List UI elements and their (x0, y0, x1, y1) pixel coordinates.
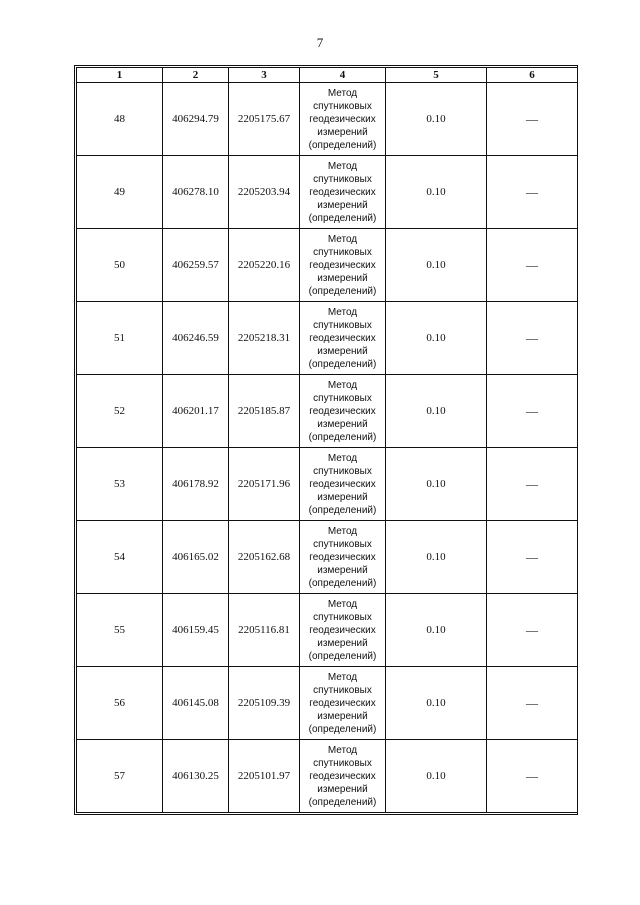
point-number-cell: 51 (77, 302, 163, 375)
x-coordinate-cell: 406259.57 (163, 229, 229, 302)
y-coordinate-cell: 2205185.87 (229, 375, 300, 448)
table-body (77, 83, 578, 813)
column-header-4: 4 (300, 68, 386, 83)
accuracy-cell: 0.10 (386, 594, 487, 667)
table-row (77, 521, 578, 594)
accuracy-cell: 0.10 (386, 156, 487, 229)
y-coordinate-cell: 2205109.39 (229, 667, 300, 740)
point-number-cell: 56 (77, 667, 163, 740)
y-coordinate-cell: 2205218.31 (229, 302, 300, 375)
point-number-cell: 53 (77, 448, 163, 521)
point-number-cell: 55 (77, 594, 163, 667)
method-cell: Метод спутниковых геодезических измерений (определений) (300, 156, 386, 229)
y-coordinate-cell: 2205220.16 (229, 229, 300, 302)
y-coordinate-cell: 2205101.97 (229, 740, 300, 813)
method-cell: Метод спутниковых геодезических измерений (определений) (300, 375, 386, 448)
method-cell: Метод спутниковых геодезических измерений (определений) (300, 448, 386, 521)
x-coordinate-cell: 406145.08 (163, 667, 229, 740)
x-coordinate-cell: 406130.25 (163, 740, 229, 813)
method-cell: Метод спутниковых геодезических измерений (определений) (300, 740, 386, 813)
accuracy-cell: 0.10 (386, 375, 487, 448)
x-coordinate-cell: 406178.92 (163, 448, 229, 521)
note-cell: — (487, 667, 578, 740)
note-cell: — (487, 594, 578, 667)
y-coordinate-cell: 2205175.67 (229, 83, 300, 156)
point-number-cell: 50 (77, 229, 163, 302)
note-cell: — (487, 375, 578, 448)
method-cell: Метод спутниковых геодезических измерений (определений) (300, 521, 386, 594)
column-header-3: 3 (229, 68, 300, 83)
accuracy-cell: 0.10 (386, 302, 487, 375)
y-coordinate-cell: 2205116.81 (229, 594, 300, 667)
page-number: 7 (316, 35, 324, 50)
method-cell: Метод спутниковых геодезических измерений (определений) (300, 229, 386, 302)
method-cell: Метод спутниковых геодезических измерений (определений) (300, 83, 386, 156)
column-header-6: 6 (487, 68, 578, 83)
method-cell: Метод спутниковых геодезических измерений (определений) (300, 302, 386, 375)
note-cell: — (487, 521, 578, 594)
accuracy-cell: 0.10 (386, 667, 487, 740)
point-number-cell: 48 (77, 83, 163, 156)
accuracy-cell: 0.10 (386, 740, 487, 813)
x-coordinate-cell: 406246.59 (163, 302, 229, 375)
note-cell: — (487, 302, 578, 375)
note-cell: — (487, 83, 578, 156)
table-row (77, 667, 578, 740)
table-header-row (77, 68, 578, 83)
table-row (77, 156, 578, 229)
x-coordinate-cell: 406159.45 (163, 594, 229, 667)
y-coordinate-cell: 2205203.94 (229, 156, 300, 229)
point-number-cell: 54 (77, 521, 163, 594)
column-header-2: 2 (163, 68, 229, 83)
column-header-5: 5 (386, 68, 487, 83)
x-coordinate-cell: 406165.02 (163, 521, 229, 594)
accuracy-cell: 0.10 (386, 448, 487, 521)
point-number-cell: 49 (77, 156, 163, 229)
note-cell: — (487, 448, 578, 521)
column-header-1: 1 (77, 68, 163, 83)
table-row (77, 448, 578, 521)
note-cell: — (487, 740, 578, 813)
table-row (77, 594, 578, 667)
coordinates-table (76, 67, 578, 813)
table-row (77, 302, 578, 375)
table-row (77, 740, 578, 813)
accuracy-cell: 0.10 (386, 521, 487, 594)
table-row (77, 375, 578, 448)
table-row (77, 229, 578, 302)
x-coordinate-cell: 406278.10 (163, 156, 229, 229)
accuracy-cell: 0.10 (386, 229, 487, 302)
point-number-cell: 52 (77, 375, 163, 448)
note-cell: — (487, 156, 578, 229)
x-coordinate-cell: 406294.79 (163, 83, 229, 156)
table-row (77, 83, 578, 156)
method-cell: Метод спутниковых геодезических измерений (определений) (300, 594, 386, 667)
point-number-cell: 57 (77, 740, 163, 813)
x-coordinate-cell: 406201.17 (163, 375, 229, 448)
coordinates-table-frame (74, 65, 578, 815)
note-cell: — (487, 229, 578, 302)
accuracy-cell: 0.10 (386, 83, 487, 156)
method-cell: Метод спутниковых геодезических измерений (определений) (300, 667, 386, 740)
y-coordinate-cell: 2205162.68 (229, 521, 300, 594)
y-coordinate-cell: 2205171.96 (229, 448, 300, 521)
